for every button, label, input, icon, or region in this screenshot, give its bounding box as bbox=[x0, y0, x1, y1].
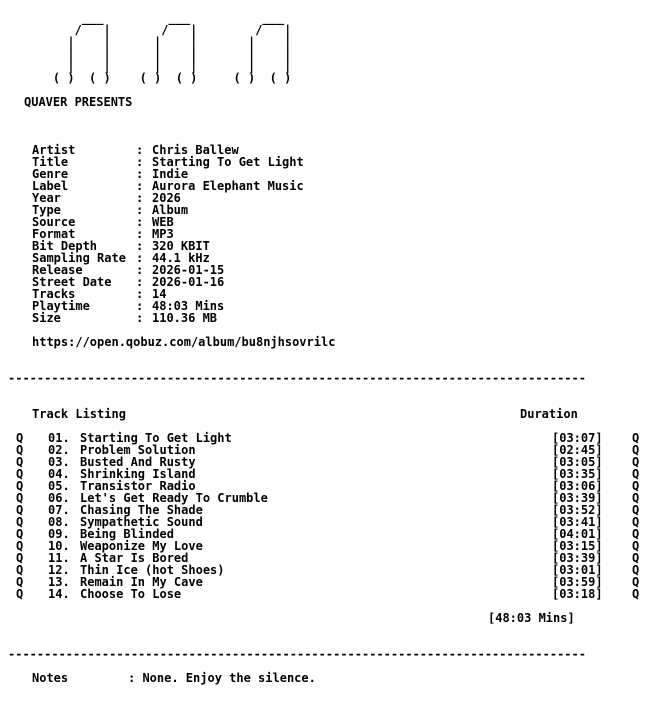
row-marker-left: Q bbox=[16, 539, 24, 553]
track-number: 03. bbox=[48, 455, 70, 469]
track-number: 01. bbox=[48, 431, 70, 445]
info-value: 2026-01-16 bbox=[152, 275, 225, 289]
track-title: Sympathetic Sound bbox=[80, 515, 203, 529]
track-duration: [03:35] bbox=[552, 467, 603, 481]
row-marker-left: Q bbox=[16, 515, 24, 529]
row-marker-left: Q bbox=[16, 503, 24, 517]
info-value: Indie bbox=[152, 167, 189, 181]
track-title: Weaponize My Love bbox=[80, 539, 203, 553]
track-duration: [03:05] bbox=[552, 455, 603, 469]
row-marker-left: Q bbox=[16, 467, 24, 481]
track-title: Thin Ice (hot Shoes) bbox=[80, 563, 225, 577]
track-duration: [02:45] bbox=[552, 443, 603, 457]
row-marker-right: Q bbox=[632, 467, 640, 481]
track-title: Being Blinded bbox=[80, 527, 174, 541]
row-marker-right: Q bbox=[632, 491, 640, 505]
info-value: Starting To Get Light bbox=[152, 155, 304, 169]
track-title: A Star Is Bored bbox=[80, 551, 189, 565]
track-duration: [03:39] bbox=[552, 551, 603, 565]
notes-value: : None. Enjoy the silence. bbox=[128, 671, 316, 685]
track-number: 13. bbox=[48, 575, 70, 589]
track-duration: [03:07] bbox=[552, 431, 603, 445]
info-colon: : bbox=[136, 251, 144, 265]
info-label: Size bbox=[32, 311, 134, 325]
track-title: Shrinking Island bbox=[80, 467, 196, 481]
row-marker-left: Q bbox=[16, 431, 24, 445]
track-title: Transistor Radio bbox=[80, 479, 196, 493]
info-value: 110.36 MB bbox=[152, 311, 218, 325]
track-number: 06. bbox=[48, 491, 70, 505]
info-label: Sampling Rate bbox=[32, 251, 126, 265]
separator-top: -------------------------------------------------------------------------------- bbox=[8, 372, 586, 384]
row-marker-left: Q bbox=[16, 551, 24, 565]
row-marker-left: Q bbox=[16, 527, 24, 541]
info-value: 320 KBIT bbox=[152, 239, 210, 253]
presents-heading: QUAVER PRESENTS bbox=[24, 95, 133, 109]
row-marker-left: Q bbox=[16, 479, 24, 493]
track-number: 11. bbox=[48, 551, 70, 565]
track-duration: [03:39] bbox=[552, 491, 603, 505]
track-duration: [03:06] bbox=[552, 479, 603, 493]
logo-art-row: | | | | | | bbox=[24, 47, 292, 61]
track-duration: [03:52] bbox=[552, 503, 603, 517]
info-colon: : bbox=[136, 239, 144, 253]
info-label: Tracks bbox=[32, 287, 134, 301]
row-marker-right: Q bbox=[632, 479, 640, 493]
separator-bottom: -------------------------------------------------------------------------------- bbox=[8, 648, 586, 660]
info-label: Genre bbox=[32, 167, 134, 181]
info-value: Aurora Elephant Music bbox=[152, 179, 304, 193]
track-title: Let's Get Ready To Crumble bbox=[80, 491, 268, 505]
info-colon: : bbox=[136, 155, 144, 169]
info-value: Chris Ballew bbox=[152, 143, 239, 157]
release-url[interactable]: https://open.qobuz.com/album/bu8njhsovrilc bbox=[32, 335, 336, 349]
logo-art-row: ___ ___ ___ bbox=[24, 11, 285, 25]
track-duration: [03:15] bbox=[552, 539, 603, 553]
row-marker-left: Q bbox=[16, 563, 24, 577]
row-marker-right: Q bbox=[632, 515, 640, 529]
info-label: Label bbox=[32, 179, 134, 193]
row-marker-left: Q bbox=[16, 443, 24, 457]
info-colon: : bbox=[136, 191, 144, 205]
row-marker-right: Q bbox=[632, 431, 640, 445]
info-value: 44.1 kHz bbox=[152, 251, 210, 265]
total-duration: [48:03 Mins] bbox=[488, 611, 575, 625]
track-title: Remain In My Cave bbox=[80, 575, 203, 589]
info-label: Title bbox=[32, 155, 134, 169]
info-colon: : bbox=[136, 227, 144, 241]
info-value: 2026 bbox=[152, 191, 181, 205]
row-marker-right: Q bbox=[632, 587, 640, 601]
info-label: Bit Depth bbox=[32, 239, 134, 253]
row-marker-right: Q bbox=[632, 443, 640, 457]
info-colon: : bbox=[136, 311, 144, 325]
info-value: 2026-01-15 bbox=[152, 263, 225, 277]
info-label: Year bbox=[32, 191, 134, 205]
info-colon: : bbox=[136, 179, 144, 193]
track-title: Choose To Lose bbox=[80, 587, 182, 601]
logo-art-row: | | | | | | bbox=[24, 59, 292, 73]
row-marker-left: Q bbox=[16, 575, 24, 589]
info-value: 14 bbox=[152, 287, 167, 301]
track-title: Chasing The Shade bbox=[80, 503, 203, 517]
row-marker-right: Q bbox=[632, 503, 640, 517]
info-label: Release bbox=[32, 263, 134, 277]
track-listing-heading: Track Listing bbox=[32, 407, 126, 421]
info-label: Format bbox=[32, 227, 134, 241]
logo-art-row: ( ) ( ) ( ) ( ) ( ) ( ) bbox=[24, 71, 292, 85]
info-colon: : bbox=[136, 299, 144, 313]
notes-label: Notes bbox=[32, 671, 69, 685]
info-colon: : bbox=[136, 167, 144, 181]
track-number: 08. bbox=[48, 515, 70, 529]
info-label: Source bbox=[32, 215, 134, 229]
row-marker-left: Q bbox=[16, 491, 24, 505]
info-value: WEB bbox=[152, 215, 174, 229]
logo-art-row: / | / | / | bbox=[24, 23, 292, 37]
row-marker-right: Q bbox=[632, 539, 640, 553]
track-number: 12. bbox=[48, 563, 70, 577]
track-number: 09. bbox=[48, 527, 70, 541]
info-label: Street Date bbox=[32, 275, 134, 289]
row-marker-right: Q bbox=[632, 455, 640, 469]
info-colon: : bbox=[136, 263, 144, 277]
row-marker-right: Q bbox=[632, 551, 640, 565]
info-label: Playtime bbox=[32, 299, 134, 313]
track-number: 07. bbox=[48, 503, 70, 517]
track-title: Problem Solution bbox=[80, 443, 196, 457]
track-number: 04. bbox=[48, 467, 70, 481]
track-title: Starting To Get Light bbox=[80, 431, 232, 445]
info-value: MP3 bbox=[152, 227, 174, 241]
row-marker-left: Q bbox=[16, 455, 24, 469]
track-title: Busted And Rusty bbox=[80, 455, 196, 469]
logo-art-row: | | | | | | bbox=[24, 35, 292, 49]
info-label: Artist bbox=[32, 143, 134, 157]
track-duration: [04:01] bbox=[552, 527, 603, 541]
row-marker-right: Q bbox=[632, 527, 640, 541]
row-marker-right: Q bbox=[632, 563, 640, 577]
track-duration: [03:59] bbox=[552, 575, 603, 589]
info-colon: : bbox=[136, 143, 144, 157]
duration-heading: Duration bbox=[520, 407, 578, 421]
track-duration: [03:41] bbox=[552, 515, 603, 529]
info-colon: : bbox=[136, 215, 144, 229]
row-marker-right: Q bbox=[632, 575, 640, 589]
info-colon: : bbox=[136, 275, 144, 289]
info-colon: : bbox=[136, 287, 144, 301]
track-number: 14. bbox=[48, 587, 70, 601]
track-duration: [03:01] bbox=[552, 563, 603, 577]
track-duration: [03:18] bbox=[552, 587, 603, 601]
info-value: Album bbox=[152, 203, 189, 217]
info-colon: : bbox=[136, 203, 144, 217]
info-value: 48:03 Mins bbox=[152, 299, 225, 313]
info-label: Type bbox=[32, 203, 134, 217]
track-number: 10. bbox=[48, 539, 70, 553]
track-number: 02. bbox=[48, 443, 70, 457]
track-number: 05. bbox=[48, 479, 70, 493]
row-marker-left: Q bbox=[16, 587, 24, 601]
